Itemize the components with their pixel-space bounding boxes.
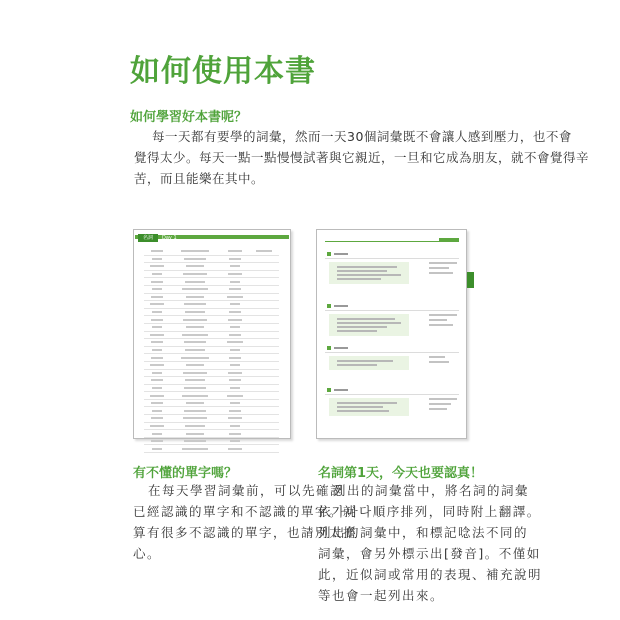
right-section-heading: 名詞第1天，今天也要認真！ [318,466,484,481]
sample-page-wordlist [133,229,291,439]
table-row [144,301,279,309]
table-row [144,255,279,263]
right-section-line: 詞彙，會另外標示出[發音]。不僅如 [318,546,541,561]
right-section-line: 依가나다順序排列，同時附上翻譯。 [318,504,541,519]
sample-page-entries [316,229,467,439]
table-row [144,361,279,369]
table-row [144,263,279,271]
table-row [144,445,279,453]
table-row [144,354,279,362]
intro-heading: 如何學習好本書呢？ [130,110,248,125]
table-row [144,399,279,407]
table-row [144,369,279,377]
table-row [144,308,279,316]
table-row [144,323,279,331]
table-row [144,437,279,445]
side-tab [467,272,474,288]
left-section-line: 在每天學習詞彙前，可以先確認 [148,483,345,498]
right-section-line: 此，近似詞或常用的表現、補充說明 [318,567,543,582]
intro-line: 覺得太少。每天一點一點慢慢試著與它親近，一旦和它成為朋友，就不會覺得辛 [134,150,590,165]
table-row [144,339,279,347]
table-row [144,422,279,430]
day-tab: 名詞 [138,234,158,242]
table-row [144,415,279,423]
table-row [144,430,279,438]
wordlist-table [144,248,279,453]
right-section-line: 等也會一起列出來。 [318,588,445,603]
right-section-line: 列出的詞彙中，和標記唸法不同的 [318,525,529,540]
table-row [144,293,279,301]
table-row [144,270,279,278]
header-line [325,241,459,242]
table-row [144,285,279,293]
entry-block [325,250,459,284]
table-row [144,392,279,400]
left-section-heading: 有不懂的單字嗎？ [133,466,238,481]
intro-line: 每一天都有要學的詞彙，然而一天30個詞彙既不會讓人感到壓力，也不會 [152,129,572,144]
header-bar [135,235,289,239]
table-row [144,248,279,255]
left-section-line: 心。 [133,546,162,561]
header-tag [439,238,459,241]
table-row [144,384,279,392]
left-section-line: 算有很多不認識的單字，也請別太擔 [133,525,358,540]
table-row [144,331,279,339]
day-tab-sub: Day 1 [162,235,177,241]
entry-block [325,386,459,416]
table-row [144,377,279,385]
table-row [144,407,279,415]
table-row [144,346,279,354]
table-row [144,278,279,286]
table-row [144,316,279,324]
right-section-line: 列出的詞彙當中，將名詞的詞彙 [333,483,530,498]
left-section-line: 已經認識的單字和不認識的單字。就 [133,504,358,519]
page-title: 如何使用本書 [130,54,316,89]
entry-block [325,344,459,370]
entry-block [325,302,459,336]
intro-line: 苦，而且能樂在其中。 [134,171,265,186]
